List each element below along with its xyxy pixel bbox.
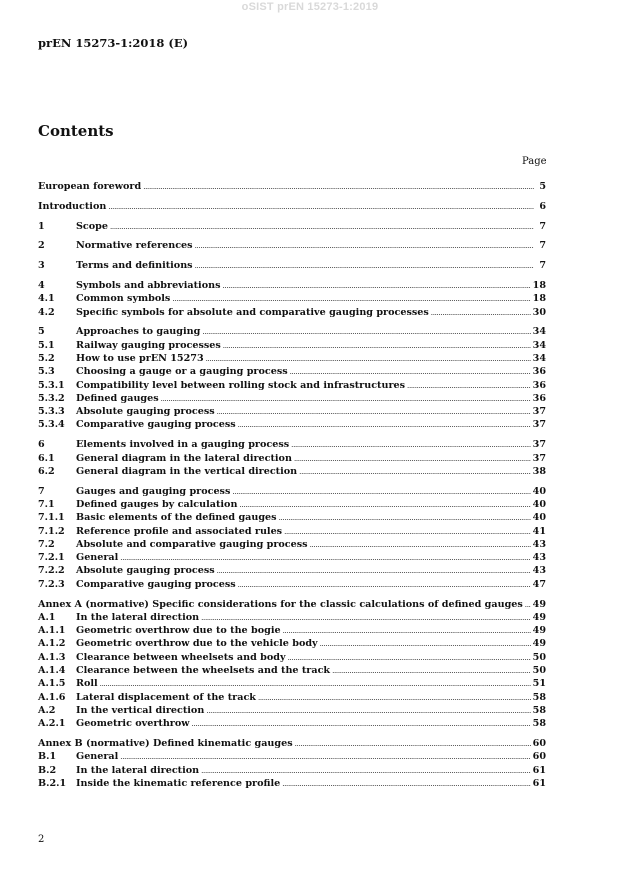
toc-entry[interactable] [38, 764, 546, 777]
toc-entry[interactable] [38, 392, 546, 405]
toc-entry-page: 50 [532, 665, 546, 676]
toc-entry-number: A.1.3 [38, 651, 66, 663]
toc-entry-page: 6 [539, 200, 546, 212]
toc-entry-title: Scope [76, 220, 108, 232]
toc-entry-number: 5.3.4 [38, 419, 65, 431]
toc-entry[interactable] [38, 325, 546, 338]
toc-entry[interactable] [38, 292, 546, 305]
toc-entry-title: Geometric overthrow [76, 718, 190, 730]
toc-entry[interactable] [38, 465, 546, 478]
toc-dot-leader [431, 307, 531, 320]
toc-entry-title: Absolute and comparative gauging process [76, 538, 308, 550]
document-id: prEN 15273-1:2018 (E) [38, 36, 189, 50]
toc-entry-title: European foreword [38, 181, 142, 192]
toc-entry[interactable] [38, 200, 546, 213]
toc-entry[interactable] [38, 259, 546, 272]
toc-entry-title: Approaches to gauging [76, 326, 201, 338]
toc-dot-leader [310, 539, 531, 552]
toc-entry-title: Gauges and gauging process [76, 485, 231, 497]
toc-dot-leader [217, 406, 531, 419]
toc-entry-page: 18 [532, 279, 546, 291]
toc-entry[interactable] [38, 339, 546, 352]
toc-entry-number: 4.2 [38, 306, 55, 318]
toc-entry[interactable] [38, 538, 546, 551]
toc-dot-leader [294, 453, 531, 466]
toc-dot-leader [238, 419, 531, 432]
toc-entry-number: 1 [38, 220, 45, 232]
toc-entry-page: 43 [532, 552, 546, 564]
toc-entry-page: 7 [539, 220, 546, 232]
toc-entry[interactable] [38, 664, 546, 677]
toc-dot-leader [279, 512, 531, 525]
toc-entry-number: A.1 [38, 611, 56, 623]
toc-entry-number: 5.1 [38, 339, 55, 351]
toc-entry-page: 37 [532, 452, 546, 464]
toc-dot-leader [217, 565, 531, 578]
toc-entry-page: 58 [532, 691, 546, 703]
toc-entry-title: Specific symbols for absolute and comparative gauging processes [76, 306, 429, 318]
toc-entry[interactable] [38, 306, 546, 319]
toc-entry[interactable] [38, 598, 546, 611]
toc-entry-title: Symbols and abbreviations [76, 279, 221, 291]
toc-entry-page: 5 [539, 181, 546, 192]
toc-dot-leader [108, 201, 534, 214]
toc-dot-leader [201, 612, 531, 625]
toc-entry[interactable] [38, 418, 546, 431]
toc-entry-number: B.1 [38, 751, 57, 763]
toc-dot-leader [222, 280, 530, 293]
toc-entry[interactable] [38, 551, 546, 564]
toc-entry-page: 18 [532, 293, 546, 305]
toc-entry[interactable] [38, 637, 546, 650]
toc-dot-leader [239, 499, 530, 512]
toc-entry-page: 40 [532, 498, 546, 510]
toc-entry-page: 36 [532, 366, 546, 378]
toc-entry-number: 5.3.2 [38, 392, 65, 404]
toc-entry-page: 30 [532, 306, 546, 318]
toc-dot-leader [288, 652, 531, 665]
toc-entry-title: Terms and definitions [76, 260, 193, 272]
toc-entry-title: Absolute gauging process [76, 406, 215, 418]
toc-entry[interactable] [38, 737, 546, 750]
toc-entry[interactable] [38, 485, 546, 498]
toc-entry-title: Basic elements of the defined gauges [76, 512, 277, 524]
toc-entry[interactable] [38, 239, 546, 252]
toc-entry[interactable] [38, 651, 546, 664]
toc-dot-leader [195, 260, 534, 273]
toc-entry-number: 4 [38, 279, 45, 291]
toc-entry-title: Elements involved in a gauging process [76, 439, 290, 451]
toc-entry[interactable] [38, 704, 546, 717]
toc-entry-title: Normative references [76, 240, 193, 252]
toc-entry-page: 38 [532, 465, 546, 477]
toc-entry-title: Clearance between wheelsets and body [76, 651, 286, 663]
toc-dot-leader [295, 738, 531, 751]
toc-entry[interactable] [38, 624, 546, 637]
toc-entry-page: 7 [539, 260, 546, 272]
toc-entry-page: 36 [532, 392, 546, 404]
toc-dot-leader [161, 393, 531, 406]
toc-entry-title: Comparative gauging process [76, 419, 236, 431]
toc-dot-leader [290, 366, 531, 379]
toc-entry-number: 5.2 [38, 352, 55, 364]
toc-dot-leader [258, 692, 531, 705]
table-of-contents [38, 180, 546, 790]
toc-entry-page: 61 [532, 777, 546, 789]
toc-entry-page: 40 [532, 485, 546, 497]
toc-entry-number: 7 [38, 485, 45, 497]
toc-entry-number: 5.3.3 [38, 406, 65, 418]
toc-entry-page: 41 [532, 525, 546, 537]
toc-entry[interactable] [38, 611, 546, 624]
toc-dot-leader [407, 380, 531, 393]
toc-dot-leader [299, 466, 531, 479]
toc-entry-number: A.2.1 [38, 718, 66, 730]
toc-entry[interactable] [38, 717, 546, 730]
toc-entry-title: Comparative gauging process [76, 578, 236, 590]
toc-entry[interactable] [38, 180, 546, 193]
toc-entry[interactable] [38, 279, 546, 292]
toc-entry-number: B.2.1 [38, 777, 67, 789]
toc-entry-title: Inside the kinematic reference profile [76, 777, 281, 789]
toc-entry-page: 36 [532, 379, 546, 391]
toc-entry-title: General diagram in the vertical direction [76, 465, 298, 477]
toc-dot-leader [192, 718, 531, 731]
page-title: Contents [38, 122, 114, 140]
toc-entry[interactable] [38, 677, 546, 690]
toc-entry-number: A.2 [38, 704, 56, 716]
toc-entry-number: A.1.2 [38, 638, 66, 650]
toc-entry-title: General [76, 751, 119, 763]
toc-entry-title: In the vertical direction [76, 704, 205, 716]
toc-entry-page: 58 [532, 718, 546, 730]
toc-entry-page: 34 [532, 352, 546, 364]
toc-entry[interactable] [38, 777, 546, 790]
toc-entry-title: In the lateral direction [76, 764, 200, 776]
toc-entry-number: 3 [38, 260, 45, 272]
toc-dot-leader [283, 625, 531, 638]
toc-entry-page: 49 [532, 611, 546, 623]
toc-entry-page: 58 [532, 704, 546, 716]
toc-entry-number: B.2 [38, 764, 57, 776]
toc-entry-number: A.1.5 [38, 678, 66, 690]
toc-dot-leader [238, 579, 531, 592]
toc-entry[interactable] [38, 352, 546, 365]
toc-dot-leader [120, 751, 530, 764]
watermark: oSIST prEN 15273-1:2019 [241, 1, 379, 13]
toc-entry-title: Reference profile and associated rules [76, 525, 283, 537]
toc-dot-leader [172, 293, 530, 306]
toc-dot-leader [223, 340, 531, 353]
toc-entry-number: 2 [38, 240, 45, 252]
toc-entry-page: 47 [532, 578, 546, 590]
toc-entry[interactable] [38, 220, 546, 233]
toc-entry-page: 49 [532, 598, 546, 610]
toc-entry-page: 43 [532, 565, 546, 577]
toc-entry-number: 4.1 [38, 293, 55, 305]
toc-entry-title: General [76, 552, 119, 564]
toc-entry-title: Geometric overthrow due to the vehicle body [76, 638, 318, 650]
toc-dot-leader [282, 778, 530, 791]
toc-entry-number: A.1.6 [38, 691, 66, 703]
toc-dot-leader [320, 638, 531, 651]
toc-dot-leader [332, 665, 531, 678]
toc-entry-title: Defined gauges [76, 392, 159, 404]
toc-dot-leader [232, 486, 530, 499]
toc-entry-number: 6.1 [38, 452, 55, 464]
toc-entry-page: 51 [532, 678, 546, 690]
toc-entry-title: General diagram in the lateral direction [76, 452, 292, 464]
toc-entry-title: Common symbols [76, 293, 171, 305]
footer-page-number: 2 [38, 834, 45, 845]
toc-entry-title: Annex A (normative) Specific considerations for the classic calculations of defined gauges [38, 598, 523, 610]
toc-entry-title: Defined gauges by calculation [76, 498, 238, 510]
toc-entry[interactable] [38, 525, 546, 538]
toc-entry-page: 50 [532, 651, 546, 663]
toc-entry[interactable] [38, 405, 546, 418]
toc-entry[interactable] [38, 498, 546, 511]
toc-entry-number: 6.2 [38, 465, 55, 477]
toc-dot-leader [143, 181, 534, 194]
toc-entry[interactable] [38, 750, 546, 763]
toc-entry-page: 40 [532, 512, 546, 524]
toc-dot-leader [525, 599, 531, 612]
toc-dot-leader [291, 439, 531, 452]
toc-dot-leader [206, 353, 531, 366]
page-column-label: Page [522, 156, 547, 167]
toc-entry-title: Roll [76, 678, 98, 690]
toc-entry-page: 34 [532, 326, 546, 338]
toc-entry-number: 5.3 [38, 366, 55, 378]
toc-entry-title: Choosing a gauge or a gauging process [76, 366, 288, 378]
toc-entry-title: Annex B (normative) Defined kinematic gauges [38, 737, 293, 749]
toc-dot-leader [120, 552, 530, 565]
toc-entry-page: 60 [532, 737, 546, 749]
toc-entry-title: Lateral displacement of the track [76, 691, 256, 703]
toc-entry-number: 5.3.1 [38, 379, 65, 391]
toc-entry-page: 37 [532, 419, 546, 431]
toc-entry-page: 49 [532, 625, 546, 637]
toc-entry[interactable] [38, 452, 546, 465]
toc-entry-number: A.1.1 [38, 625, 66, 637]
toc-entry[interactable] [38, 365, 546, 378]
toc-entry-title: How to use prEN 15273 [76, 352, 204, 364]
toc-entry-title: Geometric overthrow due to the bogie [76, 625, 281, 637]
toc-entry-number: 7.1.2 [38, 525, 65, 537]
toc-dot-leader [100, 678, 531, 691]
toc-entry-title: Clearance between the wheelsets and the track [76, 665, 331, 676]
toc-entry-number: A.1.4 [38, 665, 66, 676]
toc-entry-page: 60 [532, 751, 546, 763]
toc-entry[interactable] [38, 564, 546, 577]
toc-dot-leader [201, 765, 531, 778]
toc-entry-page: 34 [532, 339, 546, 351]
toc-entry-title: Compatibility level between rolling stock and infrastructures [76, 379, 406, 391]
toc-entry-number: 6 [38, 439, 45, 451]
toc-entry-title: Absolute gauging process [76, 565, 215, 577]
toc-entry-number: 7.1 [38, 498, 55, 510]
toc-dot-leader [206, 705, 530, 718]
toc-entry-title: Introduction [38, 200, 107, 212]
toc-entry-page: 7 [539, 240, 546, 252]
toc-entry-number: 7.2 [38, 538, 55, 550]
toc-dot-leader [195, 240, 534, 253]
toc-dot-leader [202, 326, 530, 339]
toc-entry-number: 7.2.1 [38, 552, 65, 564]
toc-entry-page: 49 [532, 638, 546, 650]
toc-entry-page: 43 [532, 538, 546, 550]
toc-entry-title: Railway gauging processes [76, 339, 221, 351]
toc-entry[interactable] [38, 438, 546, 451]
toc-entry-number: 5 [38, 326, 45, 338]
toc-entry-number: 7.1.1 [38, 512, 65, 524]
toc-entry[interactable] [38, 578, 546, 591]
toc-entry-title: In the lateral direction [76, 611, 200, 623]
toc-entry-page: 37 [532, 406, 546, 418]
toc-dot-leader [284, 526, 531, 539]
toc-entry[interactable] [38, 691, 546, 704]
toc-entry[interactable] [38, 511, 546, 524]
toc-entry-page: 37 [532, 439, 546, 451]
toc-entry-number: 7.2.2 [38, 565, 65, 577]
toc-dot-leader [110, 221, 534, 234]
toc-entry[interactable] [38, 379, 546, 392]
toc-entry-page: 61 [532, 764, 546, 776]
toc-entry-number: 7.2.3 [38, 578, 65, 590]
